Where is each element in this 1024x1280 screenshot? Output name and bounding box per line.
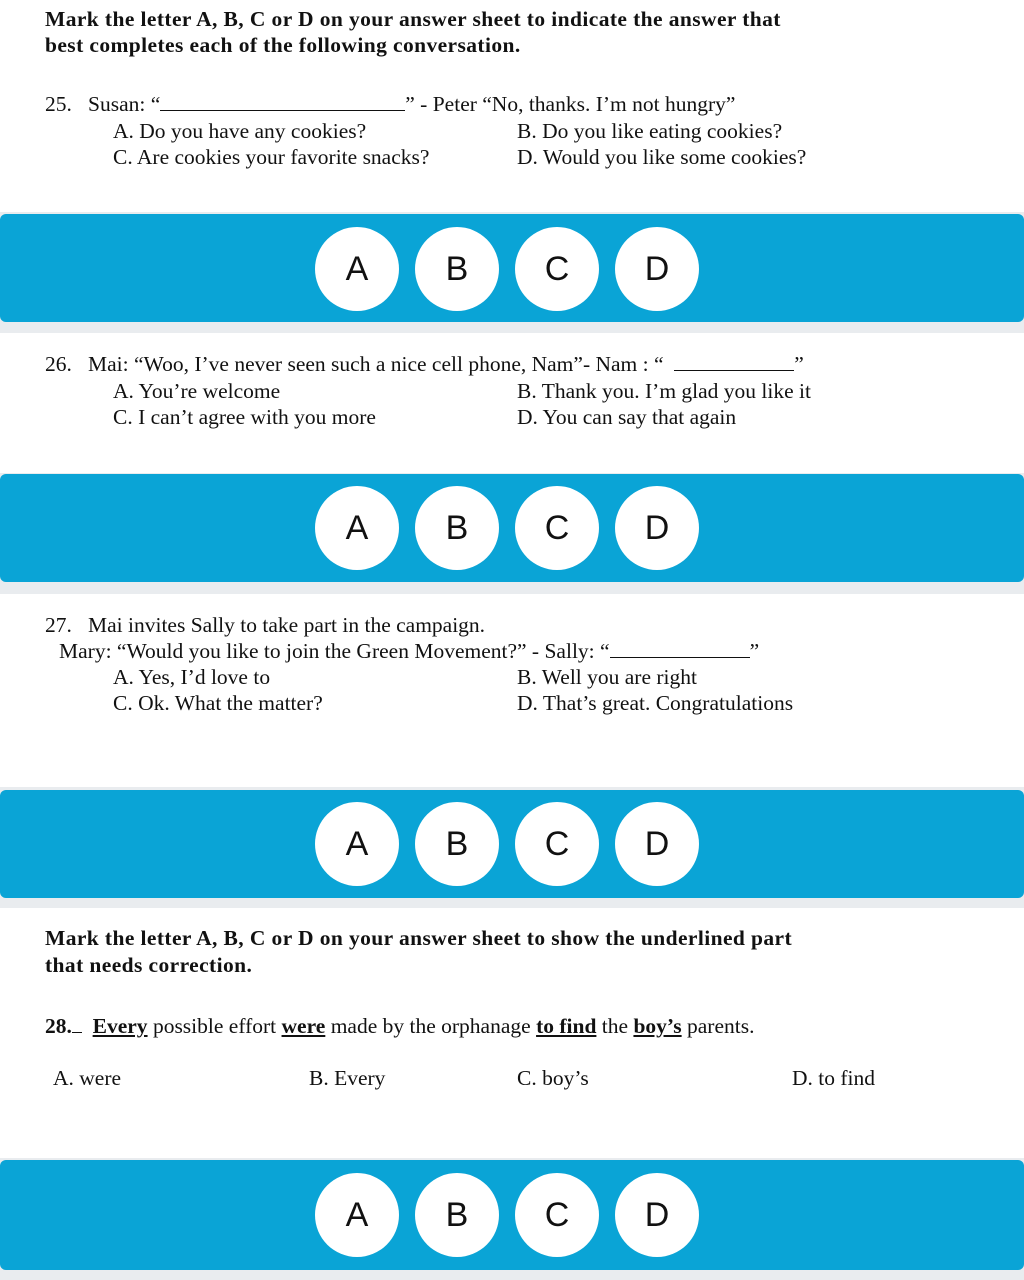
underlined-to-find: to find [536, 1014, 597, 1038]
option-c-text: C. boy’s [517, 1066, 589, 1090]
option-c-text: C. I can’t agree with you more [113, 405, 376, 429]
question-card-26 [0, 333, 1024, 473]
option-b-text: B. Do you like eating cookies? [517, 119, 783, 143]
question-card-25 [0, 0, 1024, 212]
answer-b-button[interactable]: B [415, 1173, 499, 1257]
answer-d-button[interactable]: D [615, 486, 699, 570]
option-b-text: B. Well you are right [517, 665, 697, 689]
answer-blank [674, 353, 794, 371]
option-d-text: D. to find [792, 1066, 876, 1090]
underlined-every: Every [92, 1014, 148, 1038]
answer-c-button[interactable]: C [515, 802, 599, 886]
answer-blank [610, 640, 750, 658]
option-c-text: C. Ok. What the matter? [113, 691, 323, 715]
answer-b-button[interactable]: B [415, 802, 499, 886]
answer-b-button[interactable]: B [415, 486, 499, 570]
answer-bar-26 [0, 474, 1024, 582]
answer-c-button[interactable]: C [515, 486, 599, 570]
option-a-text: A. You’re welcome [113, 379, 281, 403]
answer-d-button[interactable]: D [615, 802, 699, 886]
option-d-text: D. You can say that again [517, 405, 737, 429]
answer-c-button[interactable]: C [515, 1173, 599, 1257]
option-c-text: C. Are cookies your favorite snacks? [113, 145, 430, 169]
answer-bar-27 [0, 790, 1024, 898]
answer-d-button[interactable]: D [615, 1173, 699, 1257]
section-instruction-line1: Mark the letter A, B, C or D on your answer sheet to indicate the answer that [45, 7, 781, 31]
question-number: 27. [45, 613, 72, 637]
option-b-text: B. Thank you. I’m glad you like it [517, 379, 811, 403]
option-a-text: A. were [53, 1066, 122, 1090]
option-a-text: A. Do you have any cookies? [113, 119, 367, 143]
question-number: 28. [45, 1014, 72, 1038]
underlined-were: were [281, 1014, 326, 1038]
question-card-27 [0, 594, 1024, 787]
question-prompt-26: 26. Mai: “Woo, I’ve never seen such a nice cell phone, Nam”- Nam : “ ” [45, 352, 804, 376]
section-instruction-line1: Mark the letter A, B, C or D on your answer sheet to show the underlined part [45, 926, 793, 950]
answer-bar-25 [0, 214, 1024, 322]
option-a-text: A. Yes, I’d love to [113, 665, 271, 689]
option-d-text: D. That’s great. Congratulations [517, 691, 794, 715]
section-instruction-line2: that needs correction. [45, 953, 253, 977]
answer-bar-28 [0, 1160, 1024, 1270]
answer-a-button[interactable]: A [315, 802, 399, 886]
answer-a-button[interactable]: A [315, 227, 399, 311]
question-context-27: 27. Mai invites Sally to take part in the campaign. [45, 613, 486, 637]
answer-a-button[interactable]: A [315, 486, 399, 570]
question-prompt-25: 25. Susan: “ ” - Peter “No, thanks. I’m not hungry” [45, 92, 736, 116]
question-number: 26. [45, 352, 72, 376]
question-sentence-28: 28. Every possible effort were made by the orphanage to find the boy’s parents. [45, 1014, 755, 1038]
answer-b-button[interactable]: B [415, 227, 499, 311]
answer-c-button[interactable]: C [515, 227, 599, 311]
question-prompt-27: Mary: “Would you like to join the Green Movement?” - Sally: “ ” [59, 639, 760, 663]
option-d-text: D. Would you like some cookies? [517, 145, 807, 169]
option-b-text: B. Every [309, 1066, 386, 1090]
question-number: 25. [45, 92, 72, 116]
answer-blank [160, 93, 405, 111]
underlined-boys: boy’s [633, 1014, 682, 1038]
answer-d-button[interactable]: D [615, 227, 699, 311]
section-instruction-line2: best completes each of the following conversation. [45, 33, 521, 57]
answer-a-button[interactable]: A [315, 1173, 399, 1257]
question-card-28 [0, 908, 1024, 1158]
